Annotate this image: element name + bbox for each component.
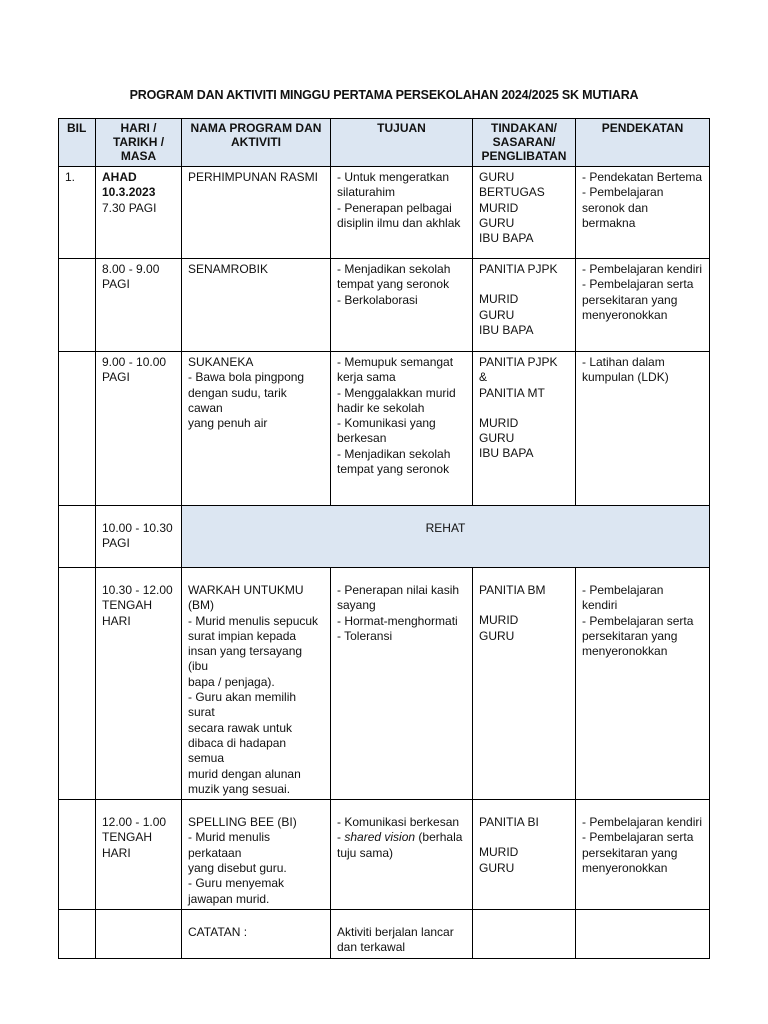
cell-masa: 8.00 - 9.00 PAGI [96, 259, 182, 352]
cell-pendekatan [576, 909, 710, 958]
cell-ulasan: Aktiviti berjalan lancar dan terkawal [331, 909, 473, 958]
cell-tujuan: - Penerapan nilai kasih sayang - Hormat-menghormati - Toleransi [331, 568, 473, 800]
cell-tindakan: GURU BERTUGAS MURID GURU IBU BAPA [473, 167, 576, 259]
cell-bil [59, 800, 96, 910]
cell-program: SPELLING BEE (BI) - Murid menulis perkataan yang disebut guru. - Guru menyemak jawapan murid. [182, 800, 331, 910]
cell-bil: 1. [59, 167, 96, 259]
table-row [59, 909, 710, 958]
cell-bil [59, 506, 96, 568]
cell-tindakan [473, 909, 576, 958]
cell-program: PERHIMPUNAN RASMI [182, 167, 331, 259]
cell-program: WARKAH UNTUKMU (BM) - Murid menulis sepucuk surat impian kepada insan yang tersayang (ibu bapa / penjaga). - Guru akan memilih surat secara rawak untuk dibaca di hadapan semua murid dengan alunan muzik yang sesuai. [182, 568, 331, 800]
cell-masa: AHAD 10.3.2023 7.30 PAGI [96, 167, 182, 259]
shared-vision-text: shared vision [344, 830, 416, 845]
cell-pendekatan: - Pembelajaran kendiri - Pembelajaran serta persekitaran yang menyeronokkan [576, 568, 710, 800]
cell-tujuan: - Menjadikan sekolah tempat yang seronok - Berkolaborasi [331, 259, 473, 352]
cell-pendekatan: - Pendekatan Bertema - Pembelajaran seronok dan bermakna [576, 167, 710, 259]
cell-program: SUKANEKA - Bawa bola pingpong dengan sudu, tarik cawan yang penuh air [182, 352, 331, 506]
cell-tujuan: - Untuk mengeratkan silaturahim - Penerapan pelbagai disiplin ilmu dan akhlak [331, 167, 473, 259]
header-row [59, 119, 710, 167]
cell-tindakan: PANITIA BM MURID GURU [473, 568, 576, 800]
table-row [59, 800, 710, 910]
cell-pendekatan: - Latihan dalam kumpulan (LDK) [576, 352, 710, 506]
cell-pendekatan: - Pembelajaran kendiri - Pembelajaran serta persekitaran yang menyeronokkan [576, 800, 710, 910]
cell-tujuan: - Komunikasi berkesan - shared vision (berhala tuju sama) [331, 800, 473, 910]
table-row [59, 259, 710, 352]
cell-masa: 9.00 - 10.00 PAGI [96, 352, 182, 506]
cell-masa: 10.30 - 12.00 TENGAH HARI [96, 568, 182, 800]
header-pendekatan: PENDEKATAN [576, 119, 710, 167]
table-row [59, 352, 710, 506]
schedule-table [58, 118, 710, 959]
cell-bil [59, 909, 96, 958]
cell-tujuan: - Memupuk semangat kerja sama - Menggalakkan murid hadir ke sekolah - Komunikasi yang berkesan - Menjadikan sekolah tempat yang seronok [331, 352, 473, 506]
cell-tindakan: PANITIA PJPK & PANITIA MT MURID GURU IBU BAPA [473, 352, 576, 506]
cell-bil [59, 352, 96, 506]
header-bil: BIL [59, 119, 96, 167]
document-title: PROGRAM DAN AKTIVITI MINGGU PERTAMA PERSEKOLAHAN 2024/2025 SK MUTIARA [129, 88, 639, 102]
cell-program: SENAMROBIK [182, 259, 331, 352]
cell-masa: 10.00 - 10.30 PAGI [96, 506, 182, 568]
cell-bil [59, 568, 96, 800]
header-hari: HARI / TARIKH / MASA [96, 119, 182, 167]
cell-catatan: CATATAN : [182, 909, 331, 958]
header-tindakan: TINDAKAN/ SASARAN/ PENGLIBATAN [473, 119, 576, 167]
table-row [59, 506, 710, 568]
cell-pendekatan: - Pembelajaran kendiri - Pembelajaran serta persekitaran yang menyeronokkan [576, 259, 710, 352]
rehat-cell: REHAT [182, 506, 710, 568]
cell-tindakan: PANITIA BI MURID GURU [473, 800, 576, 910]
cell-tindakan: PANITIA PJPK MURID GURU IBU BAPA [473, 259, 576, 352]
header-tujuan: TUJUAN [331, 119, 473, 167]
cell-bil [59, 259, 96, 352]
cell-masa [96, 909, 182, 958]
table-row [59, 568, 710, 800]
table-row [59, 167, 710, 259]
header-nama-program: NAMA PROGRAM DAN AKTIVITI [182, 119, 331, 167]
cell-masa: 12.00 - 1.00 TENGAH HARI [96, 800, 182, 910]
